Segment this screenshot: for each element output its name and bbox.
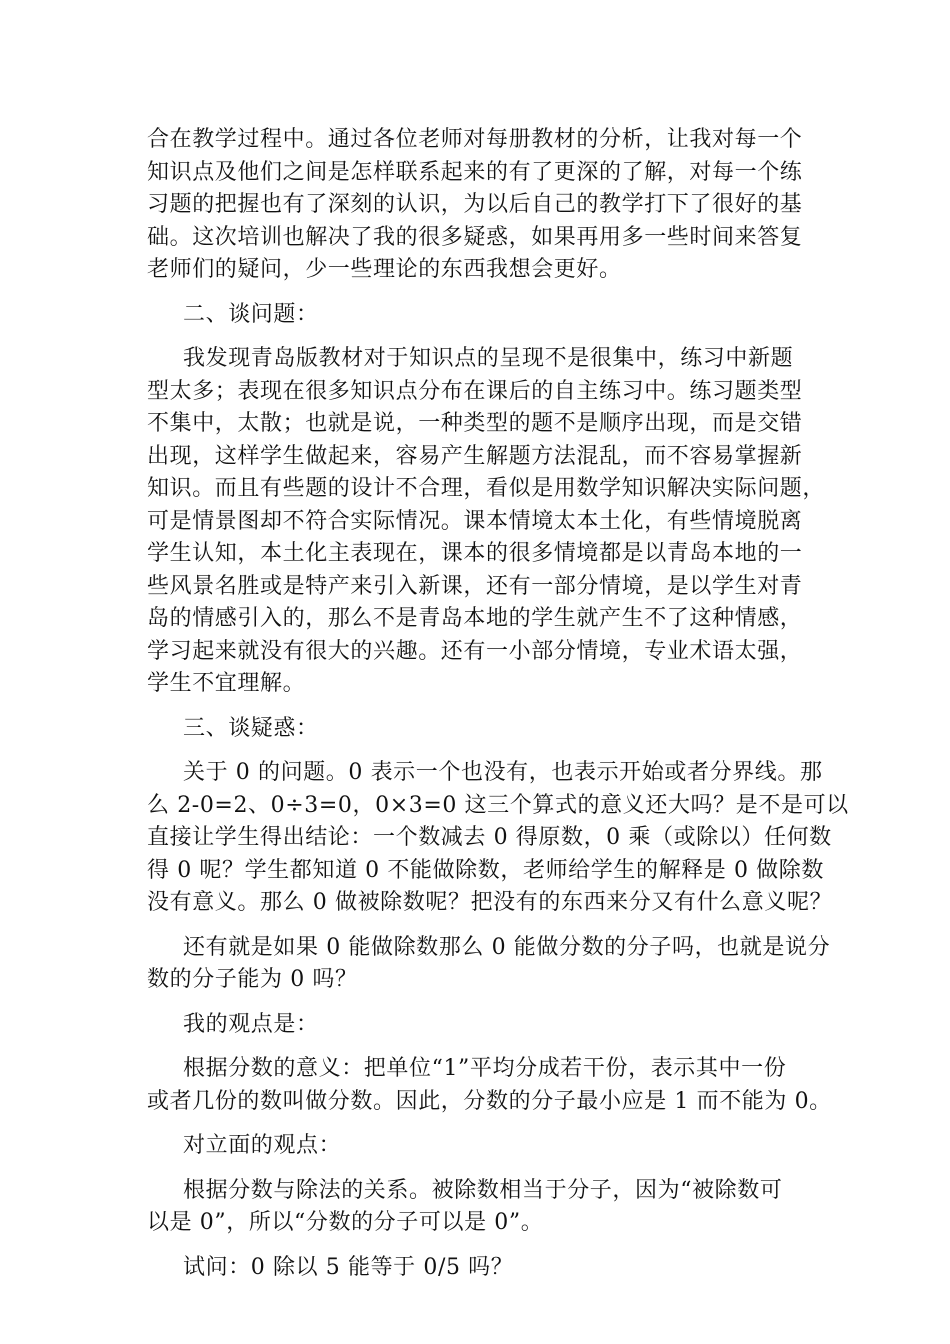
text-line: 得 0 呢？学生都知道 0 不能做除数，老师给学生的解释是 0 做除数 [147, 857, 824, 883]
text-line: 我的观点是： [183, 1011, 319, 1037]
text-line: 么 2-0=2、0÷3=0，0×3=0 这三个算式的意义还大吗？是不是可以 [147, 792, 849, 818]
text-line: 习题的把握也有了深刻的认识，为以后自己的教学打下了很好的基 [147, 192, 803, 217]
text-line: 础。这次培训也解决了我的很多疑惑，如果再用多一些时间来答复 [147, 224, 803, 250]
text-line: 对立面的观点： [183, 1133, 342, 1158]
paragraph [147, 124, 807, 287]
text-line: 知识。而且有些题的设计不合理，看似是用数学知识解决实际问题， [147, 476, 826, 501]
text-line: 老师们的疑问，少一些理论的东西我想会更好。 [147, 257, 622, 282]
text-line: 学习起来就没有很大的兴趣。还有一小部分情境，专业术语太强， [147, 638, 803, 664]
text-line: 根据分数与除法的关系。被除数相当于分子，因为“被除数可 [183, 1177, 783, 1203]
paragraph [147, 1252, 807, 1285]
text-line: 我发现青岛版教材对于知识点的呈现不是很集中，练习中新题 [183, 346, 794, 371]
text-line: 学生认知，本土化主表现在，课本的很多情境都是以青岛本地的一 [147, 541, 803, 566]
text-line: 可是情景图却不符合实际情况。课本情境太本土化，有些情境脱离 [147, 508, 803, 534]
text-line: 关于 0 的问题。0 表示一个也没有，也表示开始或者分界线。那 [183, 760, 823, 785]
paragraph [147, 1175, 807, 1240]
text-line: 根据分数的意义：把单位“1”平均分成若干份，表示其中一份 [183, 1056, 787, 1081]
text-line: 岛的情感引入的，那么不是青岛本地的学生就产生不了这种情感， [147, 606, 803, 631]
text-line: 学生不宜理解。 [147, 671, 306, 696]
paragraph [147, 1130, 807, 1163]
text-line: 些风景名胜或是特产来引入新课，还有一部分情境，是以学生对青 [147, 573, 803, 599]
text-line: 没有意义。那么 0 做被除数呢？把没有的东西来分又有什么意义呢？ [147, 890, 833, 915]
text-line: 以是 0”，所以“分数的分子可以是 0”。 [147, 1210, 544, 1235]
text-line: 型太多；表现在很多知识点分布在课后的自主练习中。练习题类型 [147, 378, 803, 404]
text-line: 还有就是如果 0 能做除数那么 0 能做分数的分子吗，也就是说分 [183, 934, 831, 960]
text-line: 或者几份的数叫做分数。因此，分数的分子最小应是 1 而不能为 0。 [147, 1088, 832, 1114]
paragraph [147, 343, 826, 701]
document-body [147, 124, 849, 1296]
paragraph [147, 1053, 832, 1118]
text-line: 直接让学生得出结论：一个数减去 0 得原数，0 乘（或除以）任何数 [147, 825, 832, 850]
paragraph [147, 932, 831, 997]
paragraph [147, 299, 807, 332]
text-line: 出现，这样学生做起来，容易产生解题方法混乱，而不容易掌握新 [147, 443, 803, 469]
text-line: 知识点及他们之间是怎样联系起来的有了更深的了解，对每一个练 [147, 159, 803, 185]
paragraph [147, 1009, 807, 1042]
text-line: 数的分子能为 0 吗？ [147, 967, 358, 992]
paragraph [147, 713, 807, 746]
text-line: 三、谈疑惑： [183, 715, 319, 741]
text-line: 二、谈问题： [183, 301, 319, 327]
text-line: 合在教学过程中。通过各位老师对每册教材的分析，让我对每一个 [147, 127, 803, 152]
text-line: 不集中，太散；也就是说，一种类型的题不是顺序出现，而是交错 [147, 411, 803, 436]
paragraph [147, 757, 849, 920]
text-line: 试问：0 除以 5 能等于 0/5 吗？ [183, 1254, 514, 1280]
